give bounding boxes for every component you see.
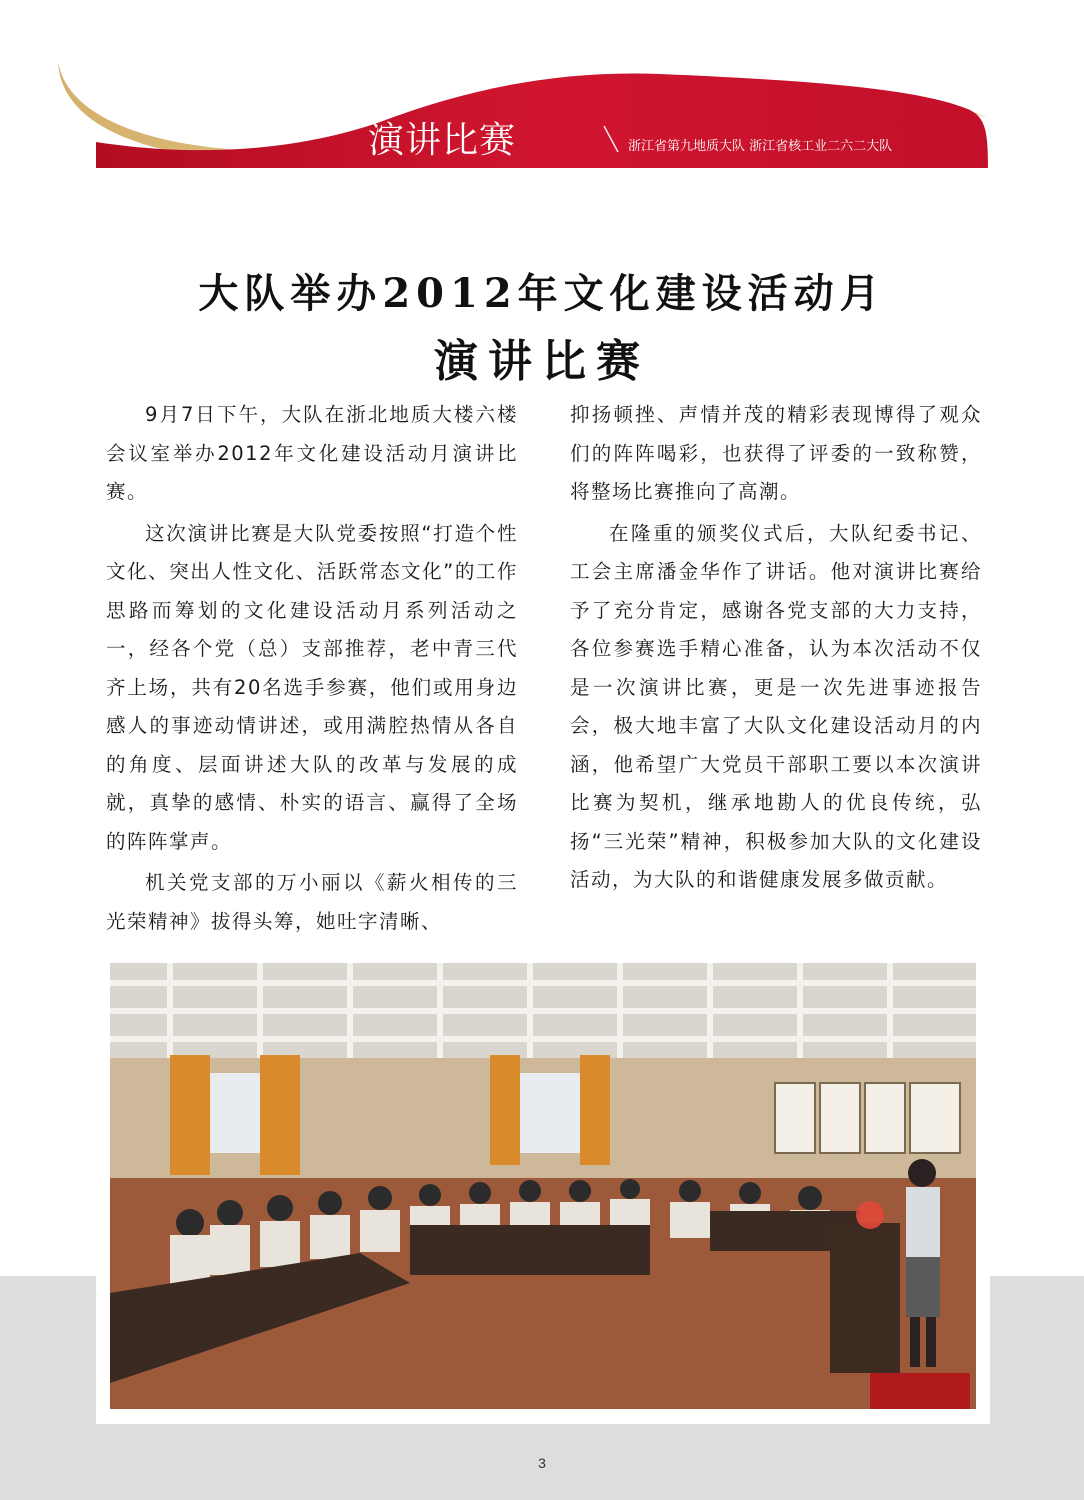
conference-room-image bbox=[110, 963, 976, 1409]
paragraph: 抑扬顿挫、声情并茂的精彩表现博得了观众们的阵阵喝彩，也获得了评委的一致称赞，将整场比赛推向了高潮。 bbox=[570, 403, 982, 503]
page-header bbox=[0, 0, 1084, 200]
article-title-line1: 大队举办2012年文化建设活动月 bbox=[198, 270, 886, 317]
organization-label: 浙江省第九地质大队 浙江省核工业二六二大队 bbox=[628, 139, 893, 154]
section-label: 演讲比赛 bbox=[368, 120, 517, 161]
header-ribbon bbox=[0, 0, 1084, 200]
paragraph: 9月7日下午，大队在浙北地质大楼六楼会议室举办2012年文化建设活动月演讲比赛。 bbox=[106, 403, 518, 503]
right-text-column bbox=[570, 396, 982, 903]
paragraph: 机关党支部的万小丽以《薪火相传的三光荣精神》拔得头筹，她吐字清晰、 bbox=[106, 871, 518, 933]
paragraph: 在隆重的颁奖仪式后，大队纪委书记、工会主席潘金华作了讲话。他对演讲比赛给予了充分肯定，感谢各党支部的大力支持，各位参赛选手精心准备，认为本次活动不仅是一次演讲比赛，更是一次先进事迹报告会，极大地丰富了大队文化建设活动月的内涵，他希望广大党员干部职工要以本次演讲比赛为契机，继承地勘人的优良传统，弘扬“三光荣”精神，积极参加大队的文化建设活动，为大队的和谐健康发展多做贡献。 bbox=[570, 521, 982, 891]
paragraph: 这次演讲比赛是大队党委按照“打造个性文化、突出人性文化、活跃常态文化”的工作思路而筹划的文化建设活动月系列活动之一，经各个党（总）支部推荐，老中青三代齐上场，共有20名选手参赛，他们或用身边感人的事迹动情讲述，或用满腔热情从各自的角度、层面讲述大队的改革与发展的成就，真挚的感情、朴实的语言、赢得了全场的阵阵掌声。 bbox=[106, 521, 518, 853]
page-number: 3 bbox=[538, 1455, 546, 1471]
article-title-line2: 演讲比赛 bbox=[434, 336, 650, 387]
event-photo bbox=[110, 963, 976, 1409]
left-text-column bbox=[106, 396, 518, 944]
